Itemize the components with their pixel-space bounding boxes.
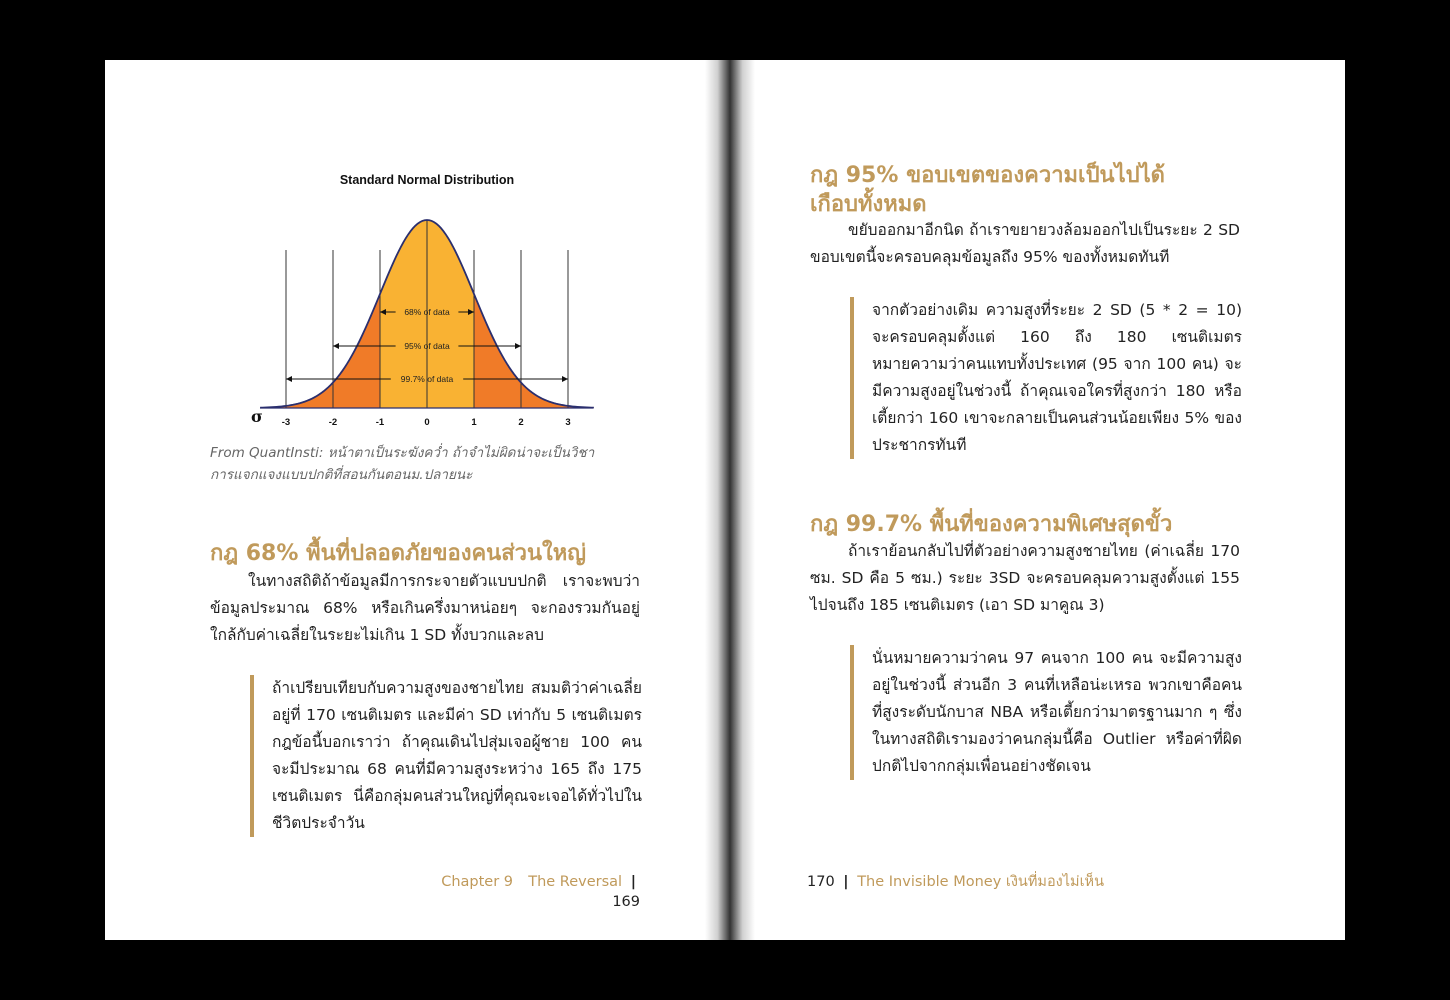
caption-line-2: การแจกแจงแบบปกติที่สอนกันตอนม.ปลายนะ — [210, 467, 473, 483]
footer-page-number: 170 — [807, 874, 835, 890]
band-label: 68% of data — [404, 307, 450, 317]
tick-label: 0 — [424, 417, 430, 428]
band-label: 95% of data — [404, 341, 450, 351]
footer-chapter-title: The Reversal — [528, 874, 623, 890]
left-footer — [430, 872, 640, 912]
tick-labels — [282, 417, 571, 428]
book-spread — [105, 60, 1345, 940]
left-page — [105, 60, 725, 940]
section-heading-68: กฎ 68% พื้นที่ปลอดภัยของคนส่วนใหญ่ — [210, 541, 587, 566]
tick-label: -2 — [328, 417, 338, 428]
paragraph-997 — [810, 538, 1240, 619]
footer-book-subtitle: เงินที่มองไม่เห็น — [1005, 874, 1105, 890]
figure-caption — [210, 442, 630, 486]
footer-separator: | — [630, 874, 636, 890]
heading-95-line-2: เกือบทั้งหมด — [810, 192, 927, 217]
quote-997 — [850, 645, 1242, 780]
paragraph-997-text: ถ้าเราย้อนกลับไปที่ตัวอย่างความสูงชายไทย (ค่าเฉลี่ย 170 ซม. SD คือ 5 ซม.) ระยะ 3SD จะครอบคลุมความสูงตั้งแต่ 155 ไปจนถึง 185 เซนติเมตร (เอา SD มาคูณ 3) — [810, 542, 1240, 614]
normal-distribution-chart — [205, 160, 645, 440]
tick-label: -3 — [281, 417, 291, 428]
section-heading-95 — [810, 161, 1250, 219]
footer-chapter: Chapter 9 — [441, 874, 514, 890]
right-page — [725, 60, 1345, 940]
quote-68 — [250, 675, 642, 837]
book-gutter-shadow — [705, 60, 755, 940]
tick-label: -1 — [375, 417, 385, 428]
footer-book-title: The Invisible Money — [857, 874, 1002, 890]
section-heading-997: กฎ 99.7% พื้นที่ของความพิเศษสุดขั้ว — [810, 512, 1173, 537]
quote-997-text: นั่นหมายความว่าคน 97 คนจาก 100 คน จะมีความสูงอยู่ในช่วงนี้ ส่วนอีก 3 คนที่เหลือน่ะเหรอ พวกเขาคือคนที่สูงระดับนักบาส NBA หรือเตี้ยกว่ามาตรฐานมาก ๆ ซึ่งในทางสถิติเรามองว่าคนกลุ่มนี้คือ Outlier หรือค่าที่ผิดปกติไปจากกลุ่มเพื่อนอย่างชัดเจน — [872, 649, 1242, 775]
footer-page-number: 169 — [612, 894, 640, 910]
quote-95-text: จากตัวอย่างเดิม ความสูงที่ระยะ 2 SD (5 * 2 = 10) จะครอบคลุมตั้งแต่ 160 ถึง 180 เซนติเมตร หมายความว่าคนแทบทั้งประเทศ (95 จาก 100 คน) จะมีความสูงอยู่ในช่วงนี้ ถ้าคุณเจอใครที่สูงกว่า 180 หรือเตี้ยกว่า 160 เขาจะกลายเป็นคนส่วนน้อยเพียง 5% ของประชากรทันที — [872, 301, 1242, 454]
band-arrowhead — [333, 343, 339, 349]
paragraph-68 — [210, 568, 640, 649]
heading-95-line-1: กฎ 95% ขอบเขตของความเป็นไปได้ — [810, 163, 1165, 188]
paragraph-68-text: ในทางสถิติถ้าข้อมูลมีการกระจายตัวแบบปกติ เราจะพบว่าข้อมูลประมาณ 68% หรือเกินครึ่งมาหน่อยๆ จะกองรวมกันอยู่ใกล้กับค่าเฉลี่ยในระยะไม่เกิน 1 SD ทั้งบวกและลบ — [210, 572, 640, 644]
band-label: 99.7% of data — [400, 374, 454, 384]
tick-label: 2 — [518, 417, 524, 428]
band-arrowhead — [286, 376, 292, 382]
footer-separator: | — [843, 874, 849, 890]
sigma-symbol: σ — [251, 407, 263, 426]
tick-label: 1 — [471, 417, 477, 428]
right-footer — [807, 872, 1227, 892]
band-arrowhead — [562, 376, 568, 382]
caption-line-1: From QuantInsti: หน้าตาเป็นระฆังคว่ำ ถ้าจำไม่ผิดน่าจะเป็นวิชา — [210, 445, 595, 461]
chart-title: Standard Normal Distribution — [339, 173, 515, 187]
quote-68-text: ถ้าเปรียบเทียบกับความสูงของชายไทย สมมติว่าค่าเฉลี่ยอยู่ที่ 170 เซนติเมตร และมีค่า SD เท่ากับ 5 เซนติเมตร กฎข้อนี้บอกเราว่า ถ้าคุณเดินไปสุ่มเจอผู้ชาย 100 คน จะมีประมาณ 68 คนที่มีความสูงระหว่าง 165 ถึง 175 เซนติเมตร นี่คือกลุ่มคนส่วนใหญ่ที่คุณจะเจอได้ทั่วไปในชีวิตประจำวัน — [272, 679, 642, 832]
quote-95 — [850, 297, 1242, 459]
paragraph-95-text: ขยับออกมาอีกนิด ถ้าเราขยายวงล้อมออกไปเป็นระยะ 2 SD ขอบเขตนี้จะครอบคลุมข้อมูลถึง 95% ของทั้งหมดทันที — [810, 221, 1240, 266]
tick-label: 3 — [565, 417, 571, 428]
paragraph-95 — [810, 217, 1240, 271]
band-arrowhead — [515, 343, 521, 349]
